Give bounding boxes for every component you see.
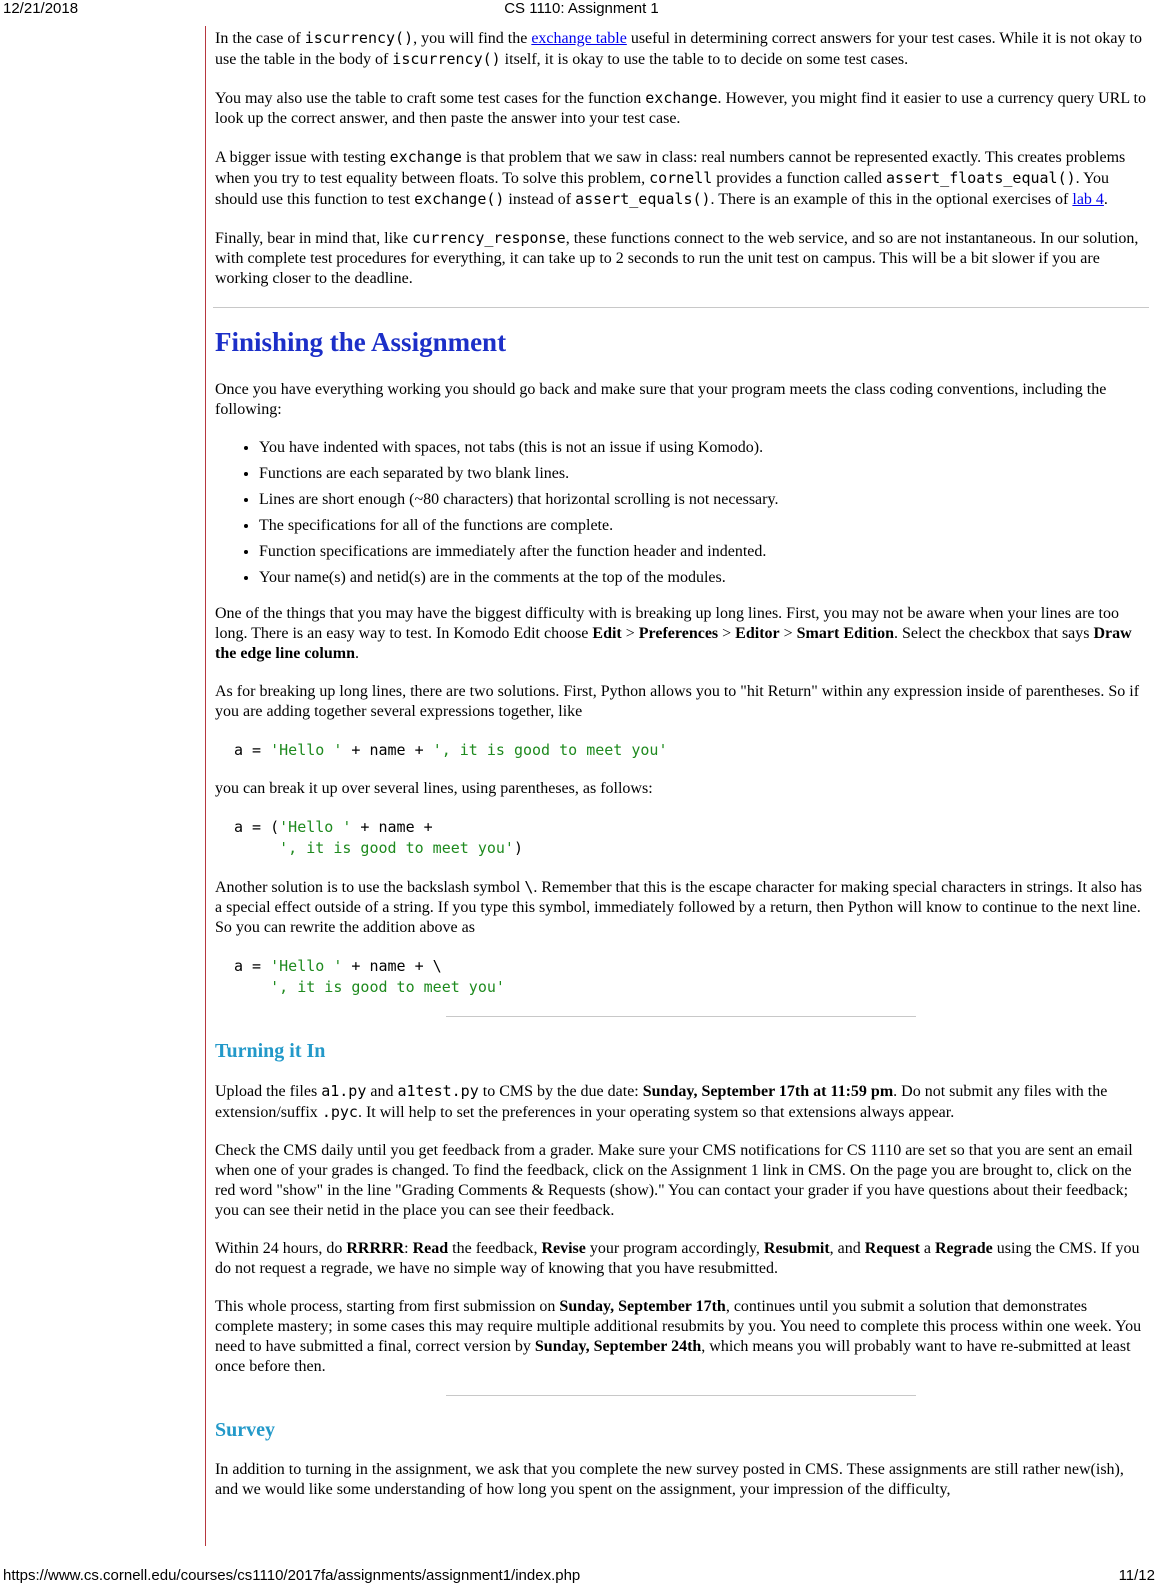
code-example-single-line: a = 'Hello ' + name + ', it is good to meet you' (234, 741, 668, 759)
list-item: • Functions are each separated by two blank lines. (259, 464, 1149, 484)
paragraph-backslash: Another solution is to use the backslash symbol \. Remember that this is the escape character for making special characters in strings. It also has a special effect outside of a string. If you type this symbol, immediately followed by a return, then Python will know to continue to the next line. So you can rewrite the addition above as (215, 878, 1143, 936)
conventions-list (215, 438, 1149, 588)
paragraph-upload: Upload the files a1.py and a1test.py to CMS by the due date: Sunday, September 17th at 11:59 pm. Do not submit any files with the extension/suffix .pyc. It will help to set the preferences in your operating system so that extensions always appear. (215, 1082, 1108, 1121)
paragraph-exchange-tests: You may also use the table to craft some test cases for the function exchange. However, you might find it easier to use a currency query URL to look up the correct answer, and then paste the answer into your test case. (215, 89, 1146, 127)
subsection-divider (446, 1395, 916, 1396)
paragraph-iscurrency: In the case of iscurrency(), you will find the exchange table useful in determining correct answers for your test cases. While it is not okay to use the table in the body of iscurrency() itself, it is okay to use the table to to decide on some test cases. (215, 29, 1142, 68)
code-example-backslash: a = 'Hello ' + name + \ ', it is good to meet you' (234, 957, 505, 996)
paragraph-long-lines: One of the things that you may have the biggest difficulty with is breaking up long lines. First, you may not be aware when your lines are too long. There is an easy way to test. In Komodo Edit choose Edit > Preferences > Editor > Smart Edition. Select the checkbox that says Draw the edge line column. (215, 605, 1132, 662)
lab4-link[interactable]: lab 4 (1072, 191, 1104, 208)
print-header (0, 0, 1163, 18)
sidebar-divider (205, 26, 206, 1546)
paragraph-float-testing: A bigger issue with testing exchange is that problem that we saw in class: real numbers cannot be represented exactly. This creates problems when you try to test equality between floats. To solve this problem, cornell provides a function called assert_floats_equal(). You should use this function to test exchange() instead of assert_equals(). There is an example of this in the optional exercises of lab 4. (215, 148, 1126, 208)
survey-heading: Survey (215, 1419, 275, 1441)
main-content (215, 28, 1149, 1518)
print-title: CS 1110: Assignment 1 (504, 0, 659, 17)
paragraph-parentheses: you can break it up over several lines, using parentheses, as follows: (215, 780, 653, 797)
finishing-heading: Finishing the Assignment (215, 327, 507, 357)
list-item: • You have indented with spaces, not tabs (this is not an issue if using Komodo). (259, 438, 1149, 458)
paragraph-breaking-lines: As for breaking up long lines, there are two solutions. First, Python allows you to "hit Return" within any expression inside of parentheses. So if you are adding together several expressions together, like (215, 683, 1140, 720)
subsection-divider (446, 1016, 916, 1017)
print-date: 12/21/2018 (3, 0, 79, 17)
turning-in-heading: Turning it In (215, 1040, 326, 1062)
print-url: https://www.cs.cornell.edu/courses/cs1110/2017fa/assignments/assignment1/index.php (3, 1567, 581, 1584)
list-item: • The specifications for all of the functions are complete. (259, 516, 1149, 536)
code-example-parentheses: a = ('Hello ' + name + ', it is good to meet you') (234, 818, 523, 857)
paragraph-process: This whole process, starting from first submission on Sunday, September 17th, continues until you submit a solution that demonstrates complete mastery; in some cases this may require multiple additional resubmits by you. You need to complete this process within one week. You need to have submitted a final, correct version by Sunday, September 24th, which means you will probably want to have re-submitted at least once before then. (215, 1298, 1142, 1375)
list-item: • Lines are short enough (~80 characters) that horizontal scrolling is not necessary. (259, 490, 1149, 510)
paragraph-web-service: Finally, bear in mind that, like currency_response, these functions connect to the web service, and so are not instantaneous. In our solution, with complete test procedures for everything, it can take up to 2 seconds to run the unit test on campus. This will be a bit slower if you are working closer to the deadline. (215, 229, 1139, 287)
exchange-table-link[interactable]: exchange table (531, 30, 627, 47)
paragraph-cms-feedback: Check the CMS daily until you get feedback from a grader. Make sure your CMS notifications for CS 1110 are set so that you are sent an email when one of your grades is changed. To find the feedback, click on the Assignment 1 link in CMS. On the page you are brought to, click on the red word "show" in the line "Grading Comments & Requests (show)." You can contact your grader if you have questions about their feedback; you can see their netid in the place you can see their feedback. (215, 1142, 1133, 1219)
print-footer (0, 1567, 1163, 1585)
section-divider (213, 307, 1149, 308)
list-item: • Function specifications are immediately after the function header and indented. (259, 542, 1149, 562)
paragraph-survey: In addition to turning in the assignment, we ask that you complete the new survey posted in CMS. These assignments are still rather new(ish), and we would like some understanding of how long you spent on the assignment, your impression of the difficulty, (215, 1461, 1124, 1498)
list-item: • Your name(s) and netid(s) are in the comments at the top of the modules. (259, 568, 1149, 588)
page-number: 11/12 (1118, 1567, 1155, 1584)
finishing-intro: Once you have everything working you should go back and make sure that your program meets the class coding conventions, including the following: (215, 381, 1107, 418)
paragraph-rrrrr: Within 24 hours, do RRRRR: Read the feedback, Revise your program accordingly, Resubmit, and Request a Regrade using the CMS. If you do not request a regrade, we have no simple way of knowing that you have resubmitted. (215, 1240, 1140, 1277)
